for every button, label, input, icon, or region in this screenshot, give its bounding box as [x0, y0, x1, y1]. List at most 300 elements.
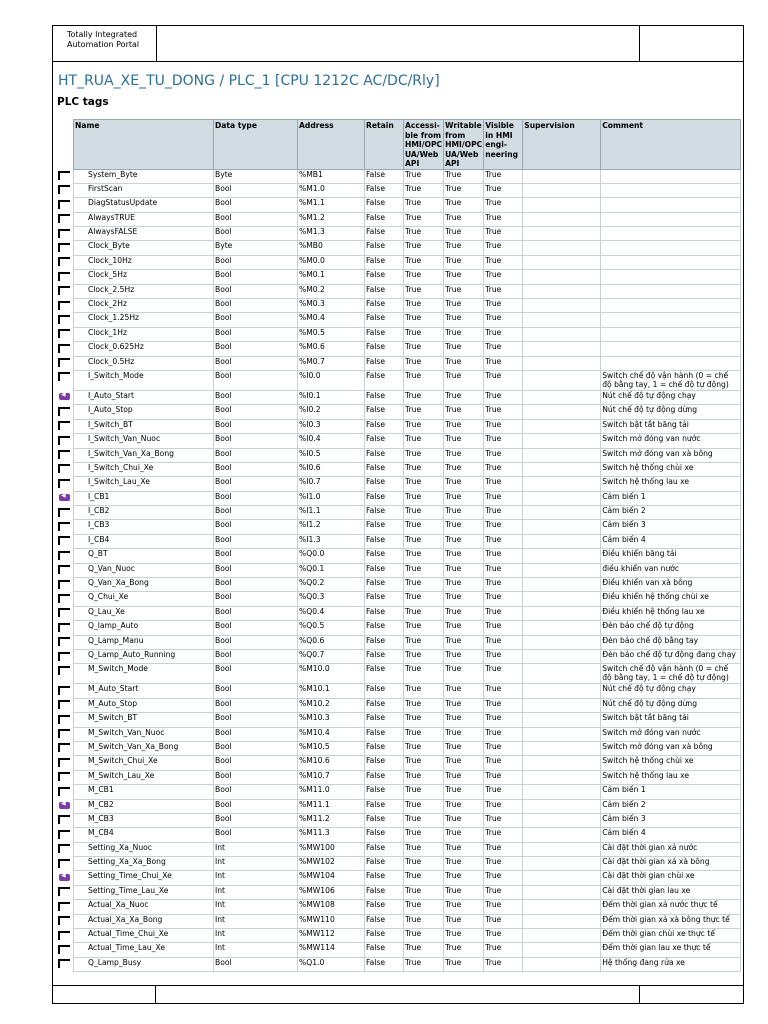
data-type-cell: Bool	[214, 520, 298, 534]
data-type-cell: Bool	[214, 957, 298, 971]
writable-cell: True	[444, 370, 484, 390]
table-row	[74, 506, 741, 520]
writable-cell: True	[444, 227, 484, 241]
supervision-cell	[523, 842, 601, 856]
retain-cell: False	[365, 943, 404, 957]
accessible-cell: True	[404, 799, 444, 813]
accessible-cell: True	[404, 477, 444, 491]
table-row	[74, 356, 741, 370]
plc-tag-icon	[58, 772, 70, 781]
plc-tag-icon	[58, 200, 70, 209]
tag-name-cell: M_Switch_Van_Nuoc	[74, 727, 214, 741]
plc-tag-icon	[58, 171, 70, 180]
plc-tag-icon	[58, 436, 70, 445]
data-type-cell: Bool	[214, 506, 298, 520]
plc-tag-icon	[58, 301, 70, 310]
comment-cell: Switch hệ thống chùi xe	[601, 756, 741, 770]
page-footer	[53, 985, 743, 1003]
data-type-cell: Bool	[214, 606, 298, 620]
comment-cell: Switch mở đóng van xà bông	[601, 741, 741, 755]
plc-tag-icon	[58, 652, 70, 661]
accessible-cell: True	[404, 299, 444, 313]
address-cell: %Q0.0	[298, 549, 365, 563]
tag-name-cell: FirstScan	[74, 183, 214, 197]
tag-name-cell: Q_Lamp_Auto_Running	[74, 650, 214, 664]
visible-cell: True	[484, 506, 523, 520]
address-cell: %M11.3	[298, 828, 365, 842]
plc-tag-icon	[58, 479, 70, 488]
writable-cell: True	[444, 563, 484, 577]
visible-cell: True	[484, 563, 523, 577]
accessible-cell: True	[404, 635, 444, 649]
writable-cell: True	[444, 957, 484, 971]
table-row	[74, 741, 741, 755]
writable-cell: True	[444, 169, 484, 183]
supervision-cell	[523, 241, 601, 255]
product-name-cell	[53, 26, 157, 61]
address-cell: %Q0.3	[298, 592, 365, 606]
visible-cell: True	[484, 943, 523, 957]
data-type-cell: Bool	[214, 477, 298, 491]
writable-cell: True	[444, 664, 484, 684]
comment-cell: Cảm biến 1	[601, 785, 741, 799]
address-cell: %MW106	[298, 885, 365, 899]
accessible-cell: True	[404, 756, 444, 770]
address-cell: %Q0.4	[298, 606, 365, 620]
tag-name-cell: Setting_Time_Chui_Xe	[74, 871, 214, 885]
retain-cell: False	[365, 327, 404, 341]
writable-cell: True	[444, 698, 484, 712]
retain-cell: False	[365, 842, 404, 856]
retain-cell: False	[365, 241, 404, 255]
supervision-cell	[523, 405, 601, 419]
data-type-cell: Int	[214, 871, 298, 885]
table-row	[74, 183, 741, 197]
comment-cell: Nút chế độ tự động dừng	[601, 405, 741, 419]
accessible-cell: True	[404, 650, 444, 664]
data-type-cell: Bool	[214, 650, 298, 664]
supervision-cell	[523, 534, 601, 548]
tag-name-cell: Setting_Xa_Nuoc	[74, 842, 214, 856]
supervision-cell	[523, 684, 601, 698]
data-type-cell: Bool	[214, 327, 298, 341]
tag-name-cell: I_CB2	[74, 506, 214, 520]
hmi-tag-icon	[58, 873, 70, 882]
retain-cell: False	[365, 684, 404, 698]
tag-name-cell: M_CB4	[74, 828, 214, 842]
supervision-cell	[523, 756, 601, 770]
writable-cell: True	[444, 828, 484, 842]
accessible-cell: True	[404, 169, 444, 183]
writable-cell: True	[444, 727, 484, 741]
accessible-cell: True	[404, 534, 444, 548]
address-cell: %M0.3	[298, 299, 365, 313]
visible-cell: True	[484, 549, 523, 563]
comment-cell: Đèn báo chế độ bằng tay	[601, 635, 741, 649]
writable-cell: True	[444, 650, 484, 664]
retain-cell: False	[365, 549, 404, 563]
tag-name-cell: M_CB1	[74, 785, 214, 799]
data-type-cell: Bool	[214, 390, 298, 404]
tag-name-cell: Q_Van_Nuoc	[74, 563, 214, 577]
address-cell: %M10.6	[298, 756, 365, 770]
visible-cell: True	[484, 592, 523, 606]
table-row	[74, 578, 741, 592]
tag-name-cell: Q_Lau_Xe	[74, 606, 214, 620]
address-cell: %M1.3	[298, 227, 365, 241]
col-header-name: Name	[74, 120, 214, 170]
footer-divider-right	[639, 986, 640, 1003]
table-row	[74, 270, 741, 284]
accessible-cell: True	[404, 284, 444, 298]
comment-cell: Điều khiển băng tải	[601, 549, 741, 563]
visible-cell: True	[484, 606, 523, 620]
plc-tag-icon	[58, 666, 70, 675]
data-type-cell: Bool	[214, 563, 298, 577]
supervision-cell	[523, 828, 601, 842]
tag-name-cell: Clock_Byte	[74, 241, 214, 255]
writable-cell: True	[444, 842, 484, 856]
accessible-cell: True	[404, 606, 444, 620]
plc-tag-icon	[58, 700, 70, 709]
visible-cell: True	[484, 284, 523, 298]
retain-cell: False	[365, 592, 404, 606]
visible-cell: True	[484, 813, 523, 827]
address-cell: %MW102	[298, 857, 365, 871]
retain-cell: False	[365, 534, 404, 548]
supervision-cell	[523, 169, 601, 183]
visible-cell: True	[484, 390, 523, 404]
data-type-cell: Bool	[214, 198, 298, 212]
retain-cell: False	[365, 727, 404, 741]
retain-cell: False	[365, 183, 404, 197]
data-type-cell: Byte	[214, 241, 298, 255]
data-type-cell: Bool	[214, 370, 298, 390]
data-type-cell: Int	[214, 914, 298, 928]
writable-cell: True	[444, 635, 484, 649]
col-header-accessible: Accessi-ble from HMI/OPC UA/Web API	[405, 121, 443, 168]
plc-tag-icon	[58, 945, 70, 954]
comment-cell: điều khiển van nước	[601, 563, 741, 577]
comment-cell: Switch hệ thống lau xe	[601, 770, 741, 784]
plc-tags-table	[73, 119, 741, 972]
retain-cell: False	[365, 390, 404, 404]
retain-cell: False	[365, 770, 404, 784]
comment-cell: Switch mở đóng van nước	[601, 727, 741, 741]
data-type-cell: Bool	[214, 491, 298, 505]
supervision-cell	[523, 943, 601, 957]
hmi-tag-icon	[58, 801, 70, 810]
retain-cell: False	[365, 342, 404, 356]
retain-cell: False	[365, 756, 404, 770]
table-row	[74, 842, 741, 856]
accessible-cell: True	[404, 313, 444, 327]
accessible-cell: True	[404, 434, 444, 448]
data-type-cell: Byte	[214, 169, 298, 183]
hmi-tag-icon	[58, 392, 70, 401]
data-type-cell: Bool	[214, 549, 298, 563]
accessible-cell: True	[404, 592, 444, 606]
plc-tag-icon	[58, 887, 70, 896]
tag-name-cell: I_Switch_Lau_Xe	[74, 477, 214, 491]
table-row	[74, 914, 741, 928]
retain-cell: False	[365, 370, 404, 390]
plc-tag-icon	[58, 214, 70, 223]
writable-cell: True	[444, 212, 484, 226]
tag-name-cell: Actual_Time_Chui_Xe	[74, 929, 214, 943]
table-row	[74, 785, 741, 799]
visible-cell: True	[484, 842, 523, 856]
data-type-cell: Bool	[214, 448, 298, 462]
writable-cell: True	[444, 491, 484, 505]
comment-cell: Cài đặt thời gian chùi xe	[601, 871, 741, 885]
visible-cell: True	[484, 183, 523, 197]
supervision-cell	[523, 434, 601, 448]
accessible-cell: True	[404, 914, 444, 928]
visible-cell: True	[484, 578, 523, 592]
writable-cell: True	[444, 943, 484, 957]
plc-tag-icon	[58, 815, 70, 824]
tag-name-cell: Setting_Xa_Xa_Bong	[74, 857, 214, 871]
address-cell: %Q0.7	[298, 650, 365, 664]
data-type-cell: Bool	[214, 756, 298, 770]
retain-cell: False	[365, 448, 404, 462]
comment-cell: Cảm biến 1	[601, 491, 741, 505]
supervision-cell	[523, 957, 601, 971]
retain-cell: False	[365, 900, 404, 914]
supervision-cell	[523, 370, 601, 390]
data-type-cell: Bool	[214, 828, 298, 842]
visible-cell: True	[484, 741, 523, 755]
address-cell: %M11.2	[298, 813, 365, 827]
address-cell: %M1.1	[298, 198, 365, 212]
table-row	[74, 448, 741, 462]
supervision-cell	[523, 183, 601, 197]
comment-cell: Cài đặt thời gian xả nước	[601, 842, 741, 856]
visible-cell: True	[484, 828, 523, 842]
address-cell: %Q1.0	[298, 957, 365, 971]
data-type-cell: Bool	[214, 578, 298, 592]
table-row	[74, 549, 741, 563]
writable-cell: True	[444, 929, 484, 943]
address-cell: %I0.4	[298, 434, 365, 448]
tag-name-cell: AlwaysFALSE	[74, 227, 214, 241]
writable-cell: True	[444, 390, 484, 404]
visible-cell: True	[484, 914, 523, 928]
table-row	[74, 563, 741, 577]
address-cell: %MW100	[298, 842, 365, 856]
data-type-cell: Bool	[214, 621, 298, 635]
visible-cell: True	[484, 342, 523, 356]
plc-tag-icon	[58, 522, 70, 531]
retain-cell: False	[365, 405, 404, 419]
data-type-cell: Bool	[214, 635, 298, 649]
retain-cell: False	[365, 621, 404, 635]
writable-cell: True	[444, 434, 484, 448]
accessible-cell: True	[404, 885, 444, 899]
table-row	[74, 390, 741, 404]
product-line-2: Automation Portal	[67, 40, 140, 49]
writable-cell: True	[444, 684, 484, 698]
tag-name-cell: Actual_Xa_Xa_Bong	[74, 914, 214, 928]
col-header-supervision: Supervision	[523, 120, 601, 170]
supervision-cell	[523, 342, 601, 356]
supervision-cell	[523, 871, 601, 885]
retain-cell: False	[365, 606, 404, 620]
data-type-cell: Bool	[214, 462, 298, 476]
visible-cell: True	[484, 448, 523, 462]
col-header-retain: Retain	[365, 120, 404, 170]
supervision-cell	[523, 885, 601, 899]
accessible-cell: True	[404, 255, 444, 269]
accessible-cell: True	[404, 684, 444, 698]
table-row	[74, 929, 741, 943]
tag-name-cell: DiagStatusUpdate	[74, 198, 214, 212]
visible-cell: True	[484, 227, 523, 241]
accessible-cell: True	[404, 713, 444, 727]
writable-cell: True	[444, 270, 484, 284]
comment-cell: Cảm biến 2	[601, 506, 741, 520]
visible-cell: True	[484, 434, 523, 448]
table-row	[74, 813, 741, 827]
supervision-cell	[523, 578, 601, 592]
address-cell: %M11.1	[298, 799, 365, 813]
retain-cell: False	[365, 650, 404, 664]
writable-cell: True	[444, 419, 484, 433]
supervision-cell	[523, 313, 601, 327]
writable-cell: True	[444, 549, 484, 563]
accessible-cell: True	[404, 871, 444, 885]
table-row	[74, 756, 741, 770]
address-cell: %I1.2	[298, 520, 365, 534]
comment-cell	[601, 270, 741, 284]
retain-cell: False	[365, 255, 404, 269]
table-row	[74, 957, 741, 971]
tag-name-cell: Clock_0.5Hz	[74, 356, 214, 370]
retain-cell: False	[365, 799, 404, 813]
address-cell: %M10.3	[298, 713, 365, 727]
data-type-cell: Bool	[214, 212, 298, 226]
plc-tag-icon	[58, 407, 70, 416]
tag-name-cell: Clock_1Hz	[74, 327, 214, 341]
section-title: PLC tags	[57, 96, 109, 108]
table-row	[74, 799, 741, 813]
visible-cell: True	[484, 684, 523, 698]
col-header-visible: Visible in HMI engi-neering	[484, 120, 523, 170]
plc-tag-icon	[58, 758, 70, 767]
data-type-cell: Bool	[214, 342, 298, 356]
page-header	[53, 26, 743, 62]
comment-cell: Nút chế độ tự động chạy	[601, 390, 741, 404]
visible-cell: True	[484, 713, 523, 727]
col-header-writable: Writable from HMI/OPC UA/Web API	[445, 121, 483, 168]
table-row	[74, 462, 741, 476]
tag-name-cell: Q_BT	[74, 549, 214, 563]
table-row	[74, 698, 741, 712]
visible-cell: True	[484, 957, 523, 971]
table-row	[74, 299, 741, 313]
accessible-cell: True	[404, 957, 444, 971]
plc-tag-icon	[58, 608, 70, 617]
table-row	[74, 592, 741, 606]
tag-name-cell: Q_Lamp_Busy	[74, 957, 214, 971]
supervision-cell	[523, 212, 601, 226]
plc-tag-icon	[58, 902, 70, 911]
comment-cell	[601, 227, 741, 241]
address-cell: %M1.2	[298, 212, 365, 226]
supervision-cell	[523, 462, 601, 476]
data-type-cell: Int	[214, 943, 298, 957]
data-type-cell: Bool	[214, 313, 298, 327]
supervision-cell	[523, 664, 601, 684]
visible-cell: True	[484, 799, 523, 813]
writable-cell: True	[444, 520, 484, 534]
plc-tag-icon	[58, 450, 70, 459]
accessible-cell: True	[404, 370, 444, 390]
data-type-cell: Bool	[214, 799, 298, 813]
plc-tag-icon	[58, 637, 70, 646]
writable-cell: True	[444, 477, 484, 491]
plc-tag-icon	[58, 272, 70, 281]
retain-cell: False	[365, 169, 404, 183]
table-row	[74, 684, 741, 698]
address-cell: %I0.1	[298, 390, 365, 404]
col-header-data-type: Data type	[214, 120, 298, 170]
visible-cell: True	[484, 419, 523, 433]
plc-tag-icon	[58, 344, 70, 353]
supervision-cell	[523, 270, 601, 284]
address-cell: %M0.4	[298, 313, 365, 327]
supervision-cell	[523, 857, 601, 871]
address-cell: %I1.1	[298, 506, 365, 520]
comment-cell: Switch mở đóng van xà bông	[601, 448, 741, 462]
retain-cell: False	[365, 713, 404, 727]
retain-cell: False	[365, 857, 404, 871]
address-cell: %I0.0	[298, 370, 365, 390]
tag-name-cell: M_Switch_Chui_Xe	[74, 756, 214, 770]
tag-name-cell: AlwaysTRUE	[74, 212, 214, 226]
supervision-cell	[523, 477, 601, 491]
tag-name-cell: Clock_0.625Hz	[74, 342, 214, 356]
visible-cell: True	[484, 356, 523, 370]
table-row	[74, 650, 741, 664]
retain-cell: False	[365, 635, 404, 649]
visible-cell: True	[484, 212, 523, 226]
writable-cell: True	[444, 871, 484, 885]
data-type-cell: Bool	[214, 534, 298, 548]
table-header-row	[74, 120, 741, 170]
supervision-cell	[523, 356, 601, 370]
writable-cell: True	[444, 506, 484, 520]
plc-tag-icon	[58, 358, 70, 367]
supervision-cell	[523, 635, 601, 649]
comment-cell: Cảm biến 2	[601, 799, 741, 813]
header-divider	[639, 26, 640, 61]
table-row	[74, 713, 741, 727]
data-type-cell: Bool	[214, 664, 298, 684]
accessible-cell: True	[404, 943, 444, 957]
comment-cell	[601, 284, 741, 298]
plc-tag-icon	[58, 185, 70, 194]
comment-cell: Đếm thời gian xả xà bông thực tế	[601, 914, 741, 928]
retain-cell: False	[365, 198, 404, 212]
tag-name-cell: Actual_Xa_Nuoc	[74, 900, 214, 914]
comment-cell: Switch hệ thống chùi xe	[601, 462, 741, 476]
tag-name-cell: Setting_Time_Lau_Xe	[74, 885, 214, 899]
supervision-cell	[523, 698, 601, 712]
accessible-cell: True	[404, 770, 444, 784]
supervision-cell	[523, 813, 601, 827]
